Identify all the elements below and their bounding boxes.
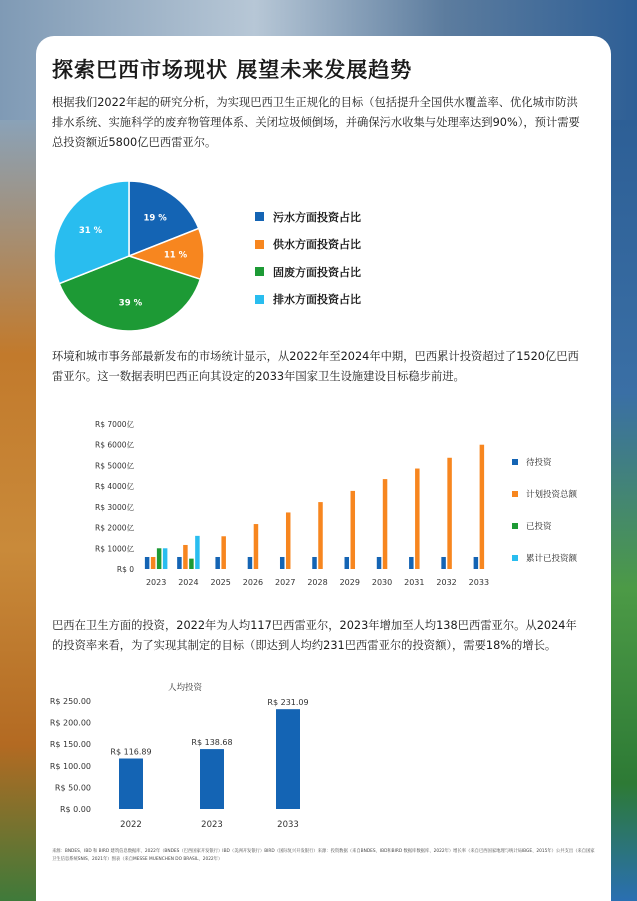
investment-bar-chart [70, 410, 510, 595]
legend-label: 计划投资总额 [526, 490, 578, 500]
legend-swatch [512, 491, 518, 497]
legend-swatch [512, 459, 518, 465]
bar [157, 548, 162, 569]
bar [163, 548, 168, 569]
x-tick-label: 2028 [307, 578, 328, 587]
bar [200, 749, 224, 809]
bar [215, 557, 220, 569]
bar [151, 557, 156, 569]
y-tick-label: R$ 3000亿 [95, 502, 134, 512]
bar-legend-item [512, 510, 577, 542]
bar [480, 445, 485, 569]
x-tick-label: 2023 [145, 578, 167, 587]
bar [221, 536, 226, 569]
x-tick-label: 2030 [371, 578, 393, 587]
investment-share-pie-chart [45, 170, 215, 340]
y-tick-label: R$ 4000亿 [95, 482, 134, 492]
y-tick-label: R$ 1000亿 [95, 544, 134, 554]
x-tick-label: 2022 [120, 820, 142, 830]
bar [377, 557, 382, 569]
bar [145, 557, 150, 569]
bar [312, 557, 317, 569]
y-tick-label: R$ 7000亿 [95, 420, 134, 429]
x-tick-label: 2024 [178, 578, 199, 587]
y-tick-label: R$ 50.00 [54, 783, 91, 793]
intro-paragraph: 根据我们2022年起的研究分析，为实现巴西卫生正规化的目标（包括提升全国供水覆盖率、优化城市防洪排水系统、实施科学的废弃物管理体系、关闭垃圾倾倒场，并确保污水收集与处理率达到90%），预计需要总投资额近5800亿巴西雷亚尔。 [52, 96, 580, 149]
x-tick-label: 2027 [275, 578, 296, 587]
bar [254, 524, 258, 569]
y-tick-label: R$ 6000亿 [95, 440, 134, 450]
pie-slice-label: 39 % [118, 298, 143, 309]
y-tick-label: R$ 2000亿 [95, 523, 134, 533]
background-photo-left [0, 120, 40, 901]
bar [345, 557, 350, 569]
x-tick-label: 2033 [277, 820, 299, 830]
bar [189, 559, 194, 569]
pie-slice-label: 11 % [163, 250, 188, 261]
per-capita-paragraph: 巴西在卫生方面的投资，2022年为人均117巴西雷亚尔，2023年增加至人均138巴西雷亚尔。从2024年的投资率来看，为了实现其制定的目标（即达到人均约231巴西雷亚尔的投资额），需要18%的增长。 [52, 619, 577, 652]
page-title: 探索巴西市场现状 展望未来发展趋势 [52, 58, 413, 82]
bar [447, 458, 452, 569]
data-label: R$ 138.68 [191, 738, 233, 748]
background-photo-right [607, 120, 637, 901]
legend-swatch [255, 240, 264, 249]
data-label: R$ 231.09 [267, 698, 309, 708]
legend-swatch [512, 555, 518, 561]
y-tick-label: R$ 5000亿 [95, 461, 134, 471]
bar [415, 469, 420, 569]
x-tick-label: 2032 [436, 578, 457, 587]
y-tick-label: R$ 100.00 [49, 761, 91, 771]
bar [119, 759, 143, 809]
bar [195, 536, 200, 569]
chart-title: 人均投资 [167, 683, 203, 693]
y-tick-label: R$ 150.00 [49, 740, 91, 750]
x-tick-label: 2033 [468, 578, 490, 587]
bar-legend-item [512, 446, 577, 478]
bar [409, 557, 414, 569]
legend-label: 污水方面投资占比 [273, 210, 361, 224]
y-tick-label: R$ 250.00 [49, 697, 91, 706]
legend-swatch [255, 295, 264, 304]
bar-legend-item [512, 542, 577, 574]
bar-chart-legend [512, 446, 577, 574]
pie-legend-item [255, 231, 361, 259]
x-tick-label: 2023 [201, 820, 223, 830]
pie-legend-item [255, 258, 361, 286]
legend-swatch [512, 523, 518, 529]
pie-legend-item [255, 286, 361, 314]
bar-legend-item [512, 478, 577, 510]
legend-label: 已投资 [526, 522, 552, 532]
legend-label: 待投资 [526, 458, 552, 468]
pie-legend [255, 203, 361, 313]
x-tick-label: 2025 [210, 578, 231, 587]
legend-label: 累计已投资额 [526, 554, 578, 564]
bar [248, 557, 253, 569]
legend-swatch [255, 267, 264, 276]
legend-label: 固废方面投资占比 [273, 265, 361, 279]
x-tick-label: 2031 [404, 578, 425, 587]
market-paragraph: 环境和城市事务部最新发布的市场统计显示，从2022年至2024年中期，巴西累计投资超过了1520亿巴西雷亚尔。这一数据表明巴西正向其设定的2033年国家卫生设施建设目标稳步前进。 [52, 350, 579, 383]
bar [441, 557, 446, 569]
y-tick-label: R$ 0 [116, 565, 134, 574]
bar [286, 512, 291, 569]
y-tick-label: R$ 200.00 [49, 718, 91, 728]
legend-label: 排水方面投资占比 [273, 293, 361, 307]
pie-legend-item [255, 203, 361, 231]
bar [280, 557, 285, 569]
bar [318, 502, 323, 569]
x-tick-label: 2029 [339, 578, 360, 587]
pie-slice-label: 31 % [78, 225, 103, 236]
bar [383, 479, 388, 569]
per-capita-bar-chart [45, 678, 335, 838]
x-tick-label: 2026 [242, 578, 264, 587]
bar [183, 545, 188, 569]
legend-label: 供水方面投资占比 [273, 238, 361, 252]
source-footnote: 来源：BNDES、IBD 和 BIRD 建筑信息数据库、2022年（BNDES（巴西国家开发银行）IBD（美洲开发银行）BIRD（国际复兴开发银行）来源：投资数据（来自BNDES、IBD和BIRD 数据库数据库、2022年）增长率（来自巴西国家地理与统计局IBGE、2015年）公共支出（来自国家卫生信息系统SNIS、2021年）图表（来自MESSE MUENCHEN DO BRASIL、2022年） [52, 849, 595, 862]
bar [276, 709, 300, 809]
data-label: R$ 116.89 [110, 747, 152, 757]
legend-swatch [255, 212, 264, 221]
bar [177, 557, 182, 569]
bar [351, 491, 356, 569]
bar [474, 557, 479, 569]
y-tick-label: R$ 0.00 [59, 805, 91, 814]
pie-slice-label: 19 % [143, 213, 167, 224]
